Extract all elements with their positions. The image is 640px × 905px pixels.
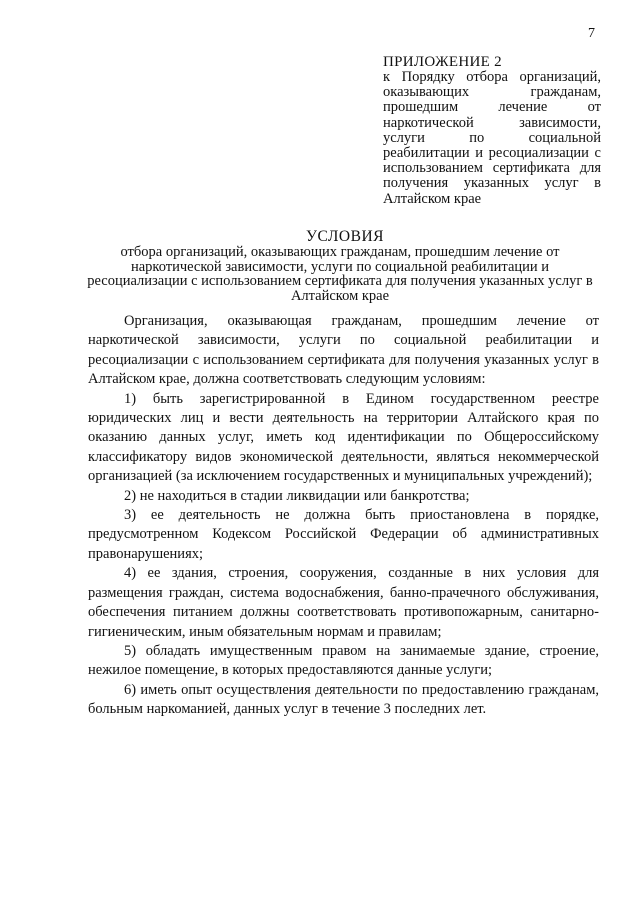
condition-item-4: 4) ее здания, строения, сооружения, созданные в них условия для размещения граждан, система водоснабжения, банно-прачечного обслуживания, обеспечения питанием должны соответствовать противопожарным, санитарно-гигиеническим, иным обязательным нормам и правилам; [88,565,599,640]
document-body [88,312,599,720]
condition-item-2: 2) не находиться в стадии ликвидации или банкротства; [124,487,470,504]
appendix-text: к Порядку отбора организаций, оказывающих гражданам, прошедшим лечение от наркотической зависимости, услуги по социальной реабилитации и ресоциализации с использованием сертификата для получения указанных услуг в Алтайском крае [383,69,601,207]
appendix-block [383,54,601,207]
page-number: 7 [588,26,595,41]
condition-item-1: 1) быть зарегистрированной в Едином государственном реестре юридических лиц и вести деятельность на территории Алтайского края по оказанию данных услуг, иметь код идентификации по Общероссийскому классификатору видов экономической деятельности, являться некоммерческой организацией (за исключением государственных и муниципальных учреждений); [88,390,599,485]
condition-item-6: 6) иметь опыт осуществления деятельности по предоставлению гражданам, больным наркоманией, данных услуг в течение 3 последних лет. [88,681,599,718]
condition-item-5: 5) обладать имущественным правом на занимаемые здание, строение, нежилое помещение, в которых предоставляются данные услуги; [88,642,599,679]
document-title-block [80,228,600,303]
condition-item-3: 3) ее деятельность не должна быть приостановлена в порядке, предусмотренном Кодексом Российской Федерации об административных правонарушениях; [88,507,599,562]
intro-paragraph: Организация, оказывающая гражданам, прошедшим лечение от наркотической зависимости, услуги по социальной реабилитации и ресоциализации с использованием сертификата для получения указанных услуг в Алтайском крае, должна соответствовать следующим условиям: [88,313,599,388]
document-subtitle: отбора организаций, оказывающих гражданам, прошедшим лечение от наркотической зависимости, услуги по социальной реабилитации и ресоциализации с использованием сертификата для получения указанных услуг в Алтайском крае [87,244,593,304]
document-heading: УСЛОВИЯ [305,228,384,245]
appendix-title: ПРИЛОЖЕНИЕ 2 [383,54,502,70]
